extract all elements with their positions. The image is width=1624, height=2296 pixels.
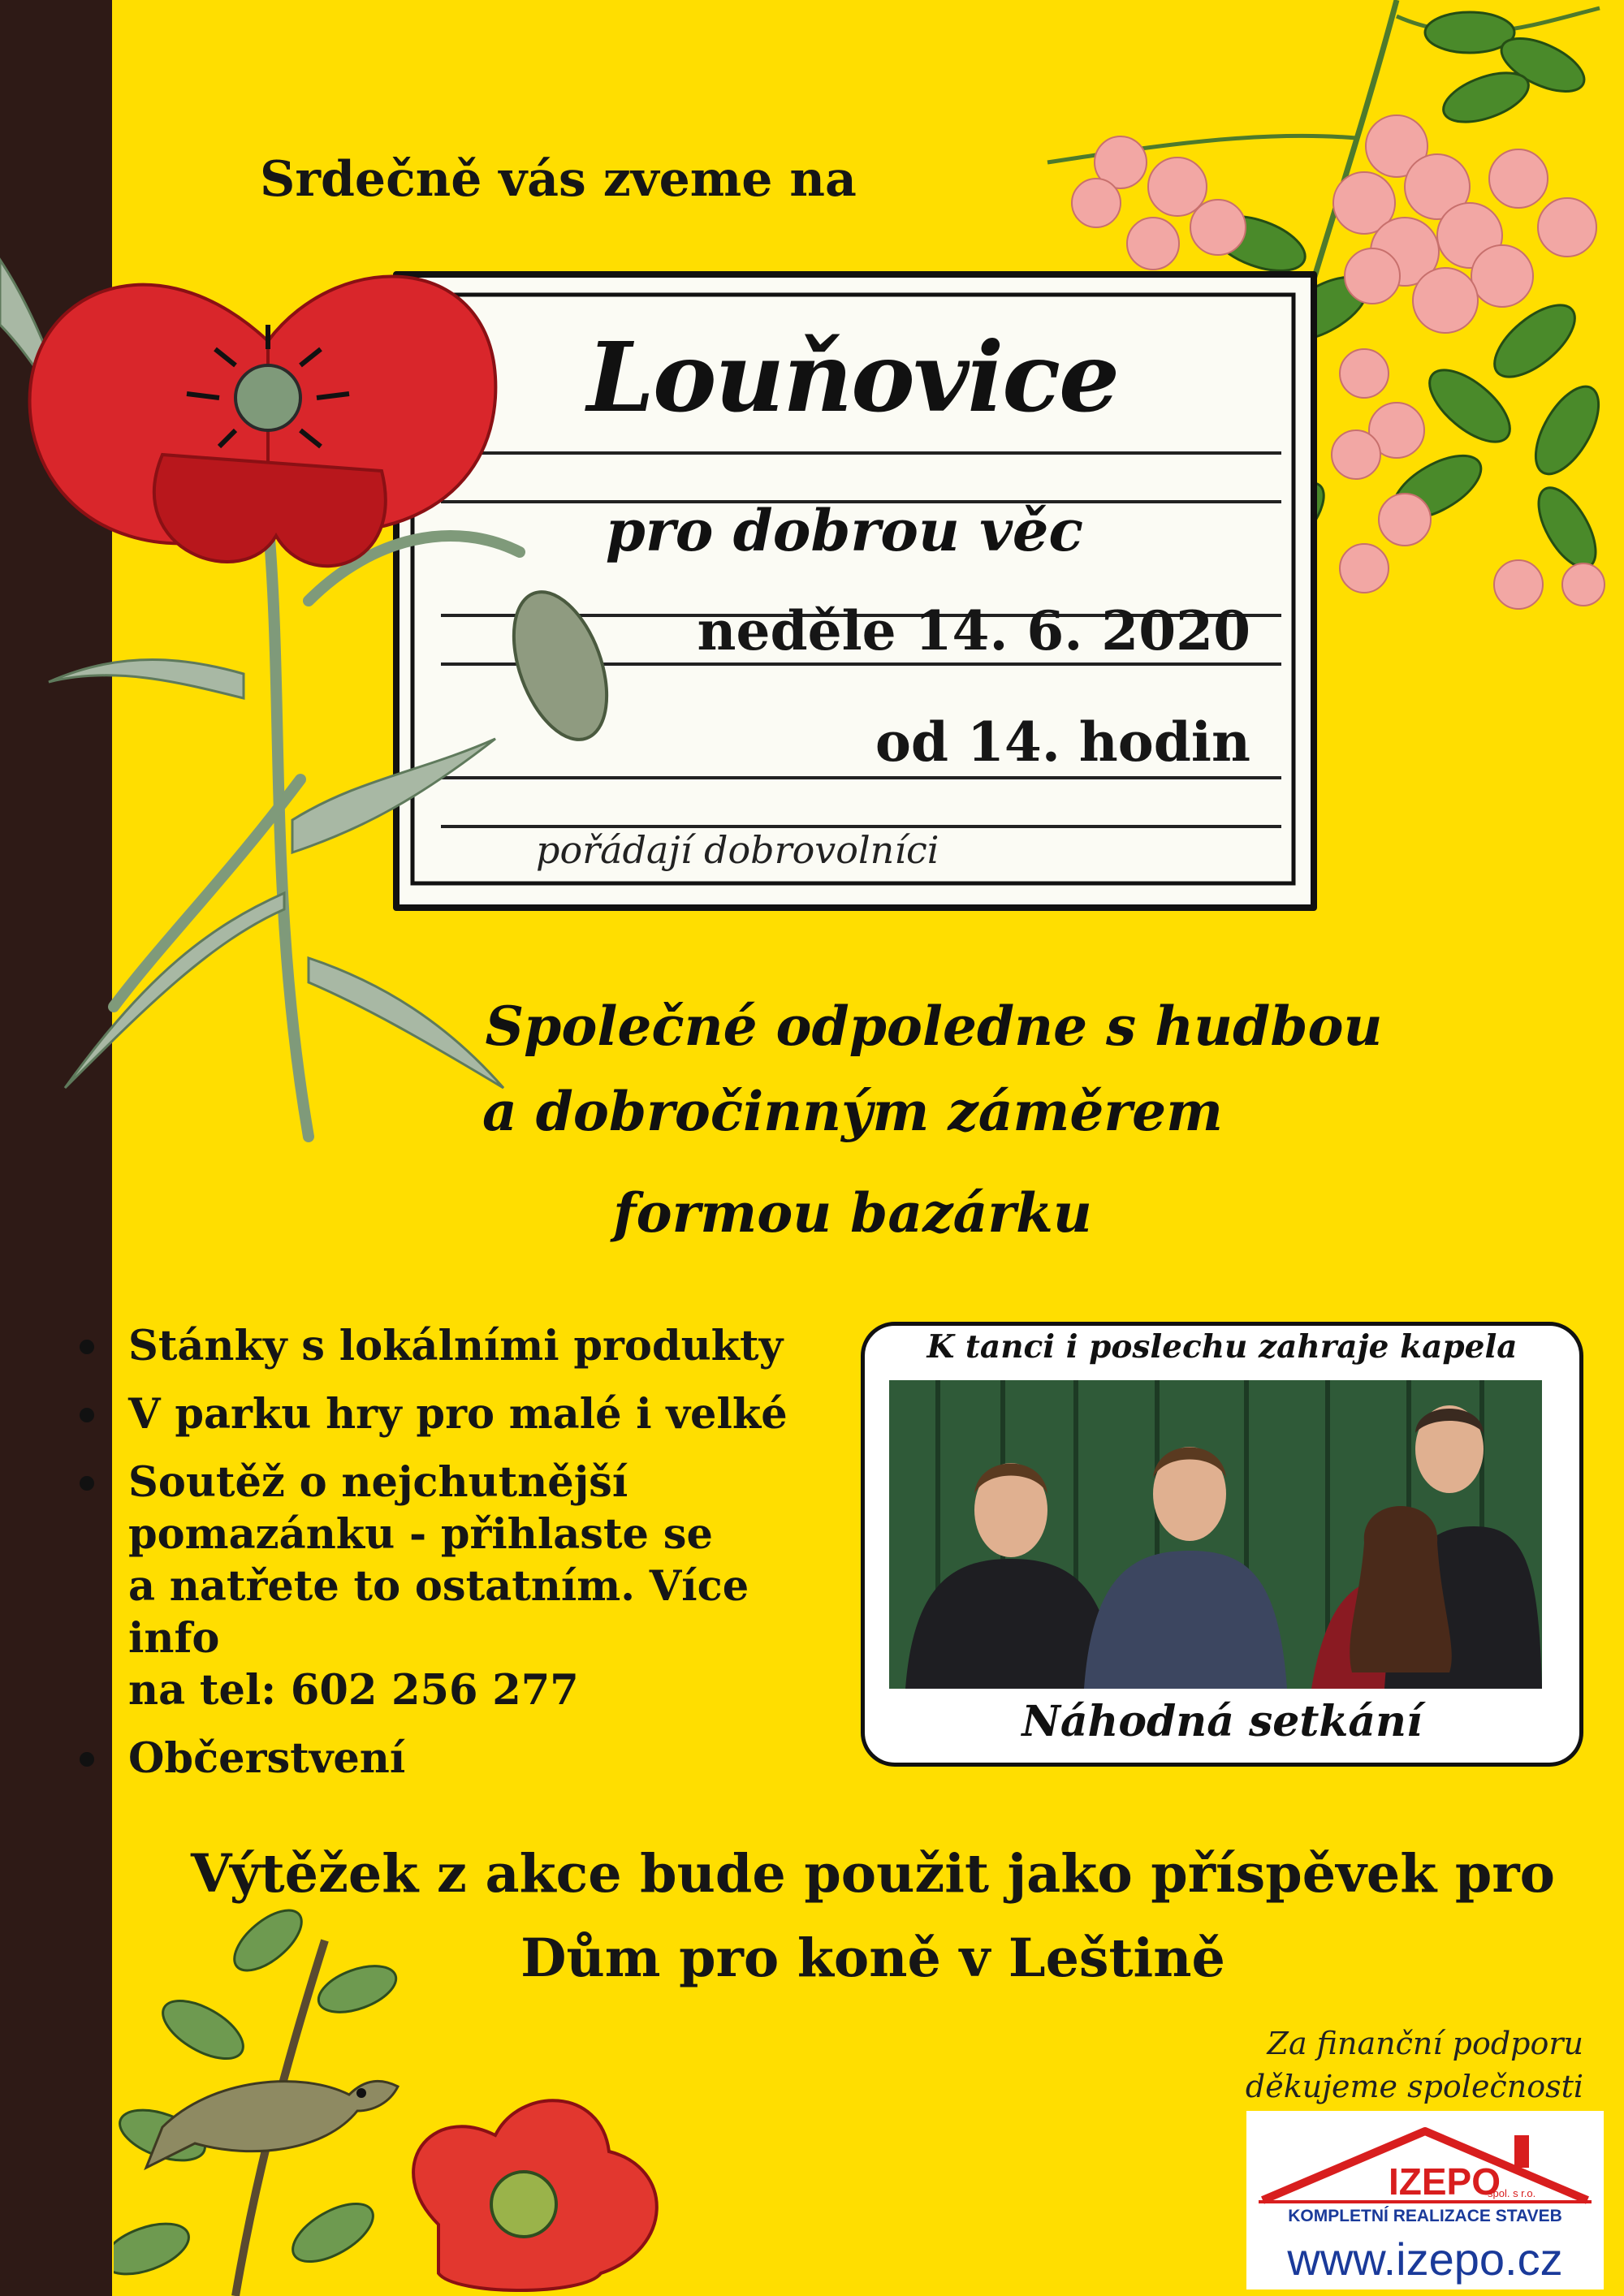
sponsor-website: www.izepo.cz [1287, 2233, 1563, 2285]
sponsor-name: IZEPO [1389, 2160, 1501, 2203]
event-time: od 14. hodin [875, 710, 1250, 774]
list-item: Občerstvení [73, 1733, 853, 1785]
invite-text: Srdečně vás zveme na [260, 151, 857, 208]
tagline-line: a dobročinným záměrem [482, 1080, 1223, 1143]
event-date: neděle 14. 6. 2020 [697, 599, 1250, 662]
thanks-text: děkujeme společnosti [1245, 2069, 1583, 2104]
bullet-icon [80, 1476, 94, 1491]
photo-band [889, 1380, 1542, 1689]
event-title: Louňovice [586, 321, 1119, 434]
event-subtitle: pro dobrou věc [605, 497, 1084, 564]
thanks-text: Za finanční podporu [1267, 2026, 1583, 2061]
features-list [73, 1320, 853, 1801]
sponsor-suffix: spol. s r.o. [1488, 2187, 1536, 2199]
bullet-icon [80, 1752, 94, 1767]
list-item: Soutěž o nejchutnější pomazánku - přihlaste se a natřete to ostatním. Více info na tel: 602 256 277 [73, 1457, 853, 1716]
proceeds-text: Výtěžek z akce bude použit jako příspěvek pro [191, 1843, 1555, 1905]
band-caption: K tanci i poslechu zahraje kapela [926, 1328, 1518, 1366]
bird-icon [114, 1892, 682, 2296]
tagline-line: Společné odpoledne s hudbou [485, 995, 1383, 1058]
tagline-line: formou bazárku [613, 1181, 1092, 1245]
band-name: Náhodná setkání [1021, 1697, 1423, 1746]
sponsor-tagline: KOMPLETNÍ REALIZACE STAVEB [1288, 2207, 1562, 2225]
bullet-icon [80, 1340, 94, 1354]
bullet-icon [80, 1408, 94, 1422]
list-item: Stánky s lokálními produkty [73, 1320, 853, 1372]
list-item: V parku hry pro malé i velké [73, 1388, 853, 1440]
proceeds-text: Dům pro koně v Leštině [520, 1927, 1225, 1989]
organizers-text: pořádají dobrovolníci [536, 828, 939, 872]
